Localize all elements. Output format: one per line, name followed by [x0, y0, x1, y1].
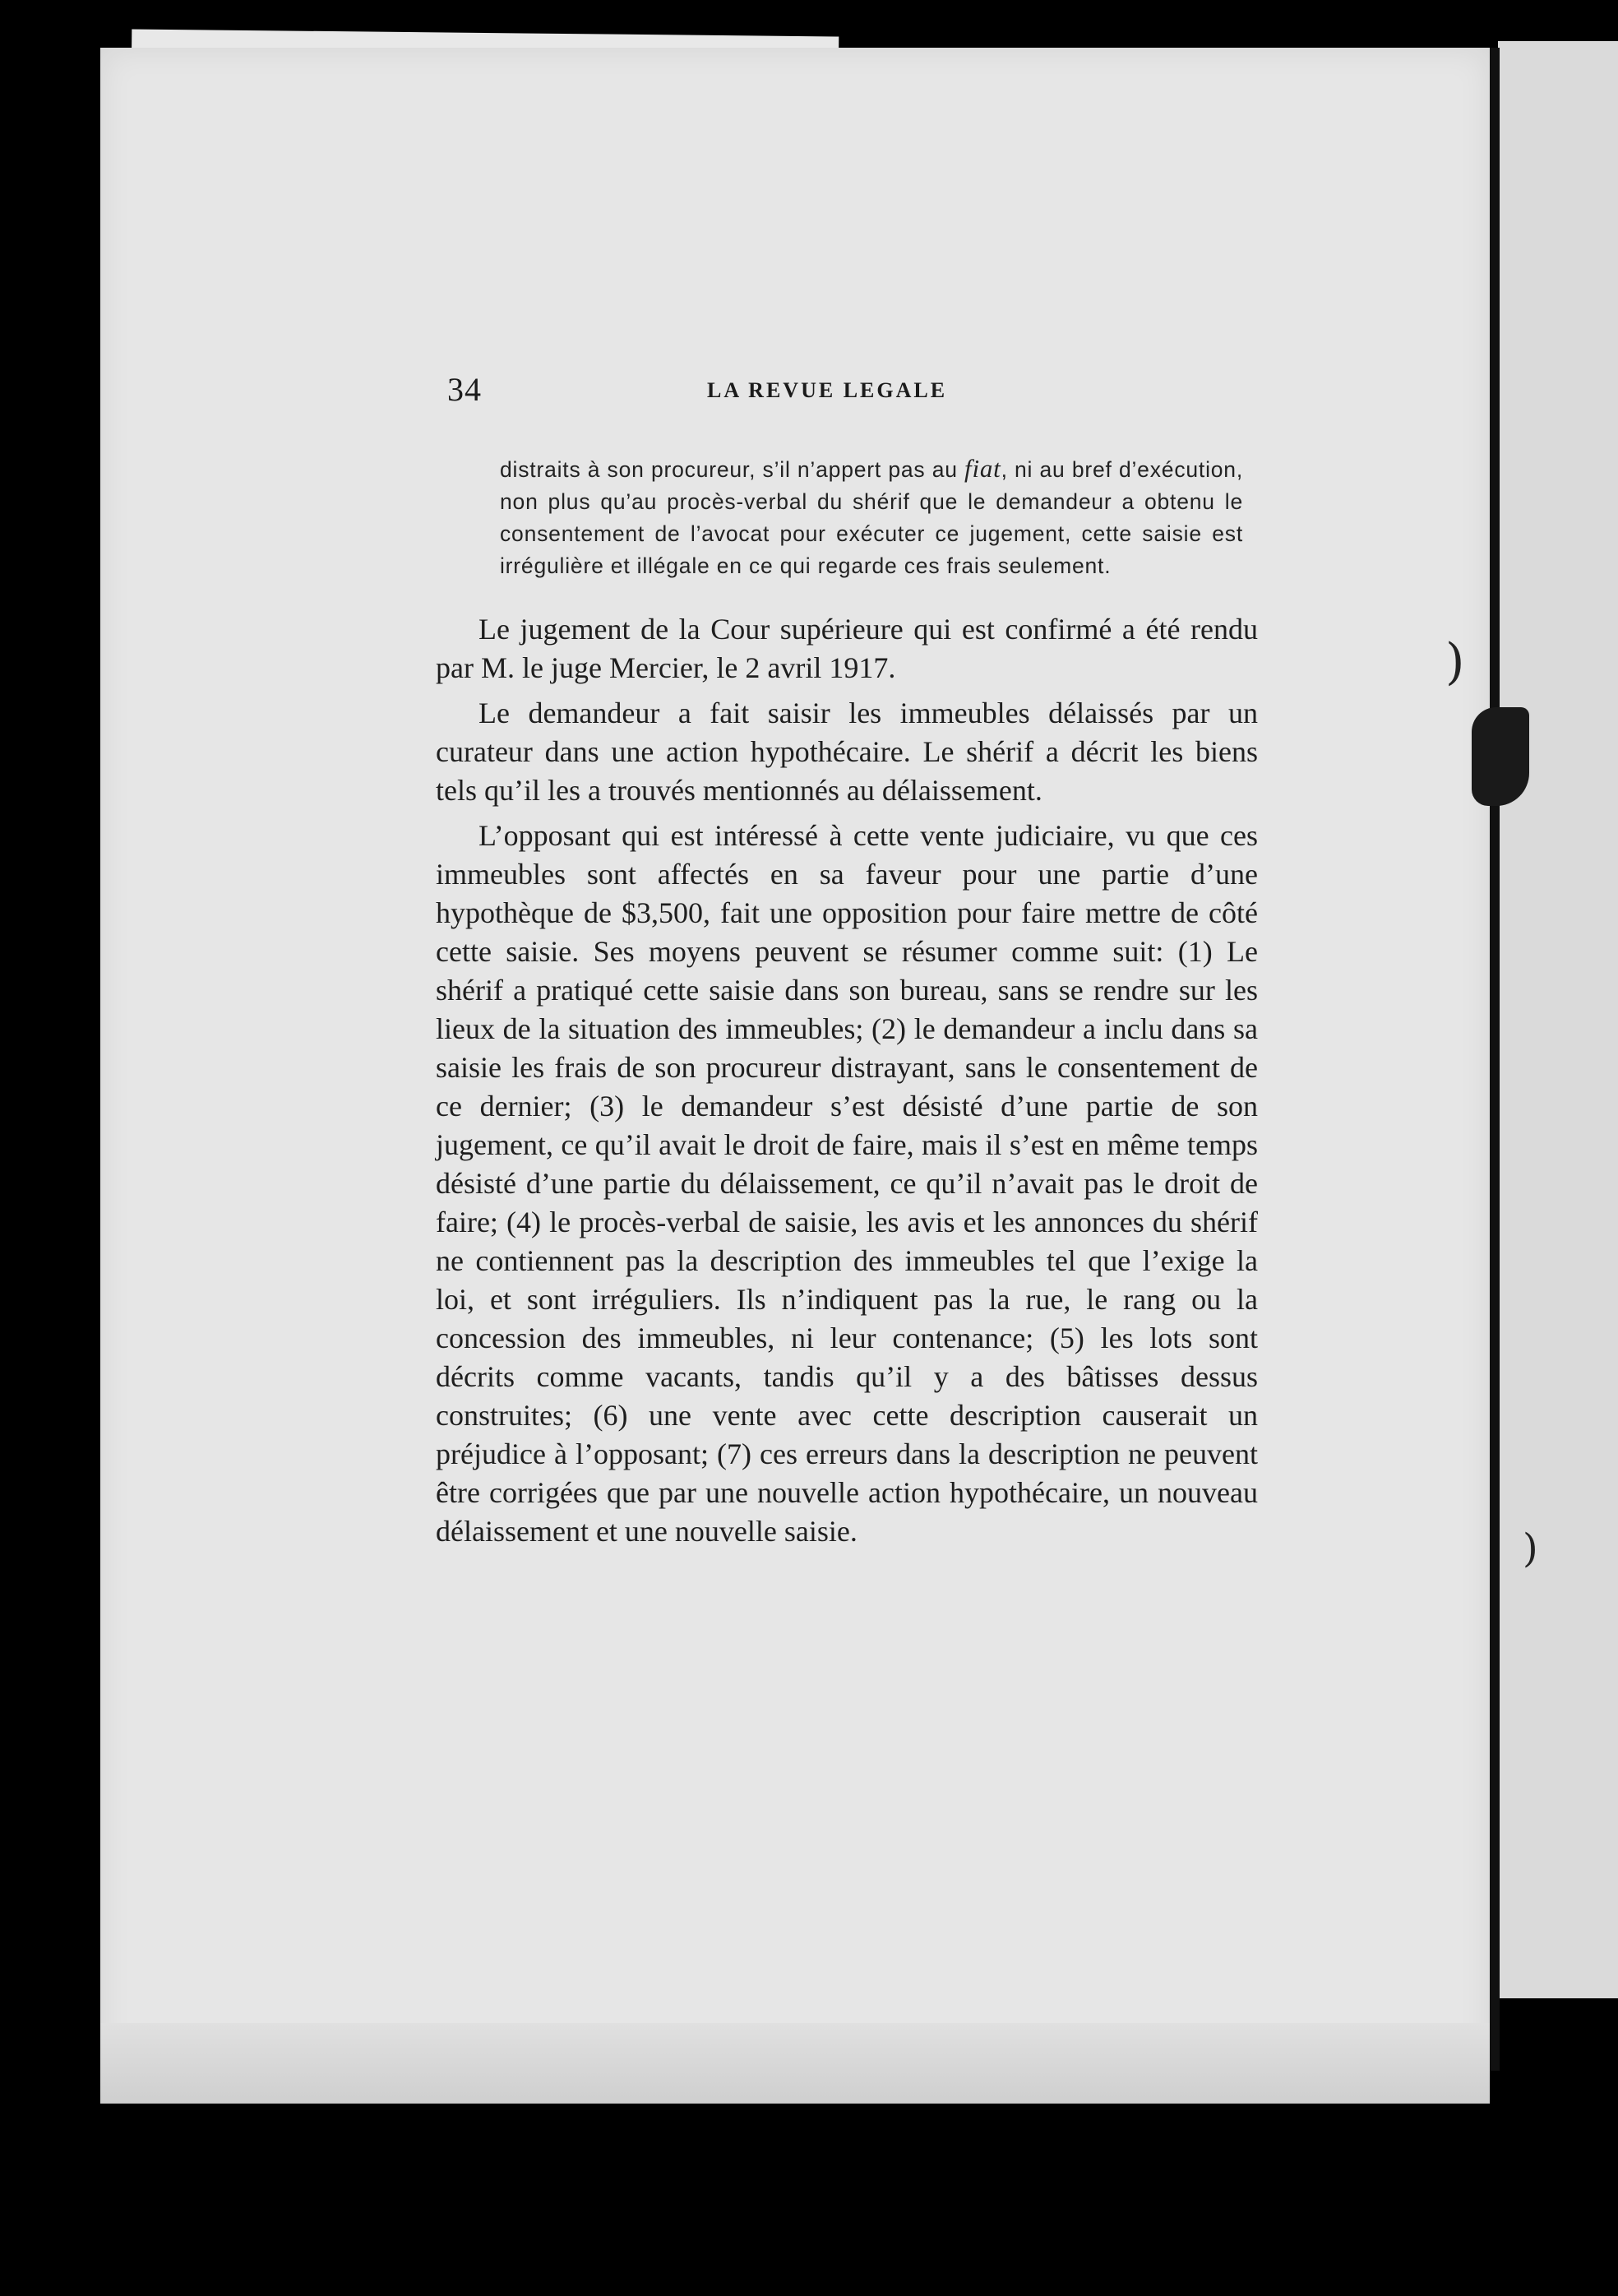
summary-text: distraits à son procureur, s’il n’appert pas au — [500, 457, 965, 482]
headnote-summary — [500, 452, 1243, 582]
body-paragraph: Le demandeur a fait saisir les immeubles délaissés par un curateur dans une action hypothécaire. Le shérif a décrit les biens tels qu’il les a trouvés mentionnés au délaissement. — [436, 697, 1258, 807]
running-title: LA REVUE LEGALE — [707, 378, 948, 402]
page-gutter — [1490, 48, 1500, 2071]
running-head — [436, 370, 1258, 419]
facing-page-edge — [1498, 41, 1618, 1998]
page-content — [436, 370, 1258, 1551]
body-paragraph: L’opposant qui est intéressé à cette vente judiciaire, vu que ces immeubles sont affectés en sa faveur pour une partie d’une hypothèque de $3,500, fait une opposition pour faire mettre de côté cette saisie. Ses moyens peuvent se résumer comme suit: (1) Le shérif a pratiqué cette saisie dans son bureau, sans se rendre sur les lieux de la situation des immeubles; (2) le demandeur a inclu dans sa saisie les frais de son procureur distrayant, sans le consentement de ce dernier; (3) le demandeur s’est désisté d’une partie de son jugement, ce qu’il avait le droit de faire, mais il s’est en même temps désisté d’une partie du délaissement, ce qu’il n’avait pas le droit de faire; (4) le procès-verbal de saisie, les avis et les annonces du shérif ne contiennent pas la description des immeubles tel que l’exige la loi, et sont irréguliers. Ils n’indiquent pas la rue, le rang ou la concession des immeubles, ni leur contenance; (5) les lots sont décrits comme vacants, tandis qu’il y a des bâtisses dessus construites; (6) une vente avec cette description causerait un préjudice à l’opposant; (7) ces erreurs dans la description ne peuvent être corrigées que par une nouvelle action hypothécaire, un nouveau délaissement et une nouvelle saisie. — [436, 819, 1258, 1548]
page-bottom-edge — [100, 2023, 1490, 2104]
binding-mark: ) — [1523, 1525, 1538, 1572]
binding-mark: ) — [1445, 633, 1465, 691]
page-number: 34 — [447, 371, 482, 408]
summary-italic-term: fiat — [964, 454, 1001, 483]
binding-stain — [1472, 707, 1529, 806]
summary-text: , ni au bref d’exécution, non plus qu’au procès-verbal du shérif que le demandeur a obtenu le consentement de l’avocat pour exécuter ce jugement, cette saisie est irrégulière et illégale en ce qui regarde ces frais seulement. — [500, 457, 1243, 578]
body-paragraph: Le jugement de la Cour supérieure qui est confirmé a été rendu par M. le juge Mercier, le 2 avril 1917. — [436, 613, 1258, 684]
